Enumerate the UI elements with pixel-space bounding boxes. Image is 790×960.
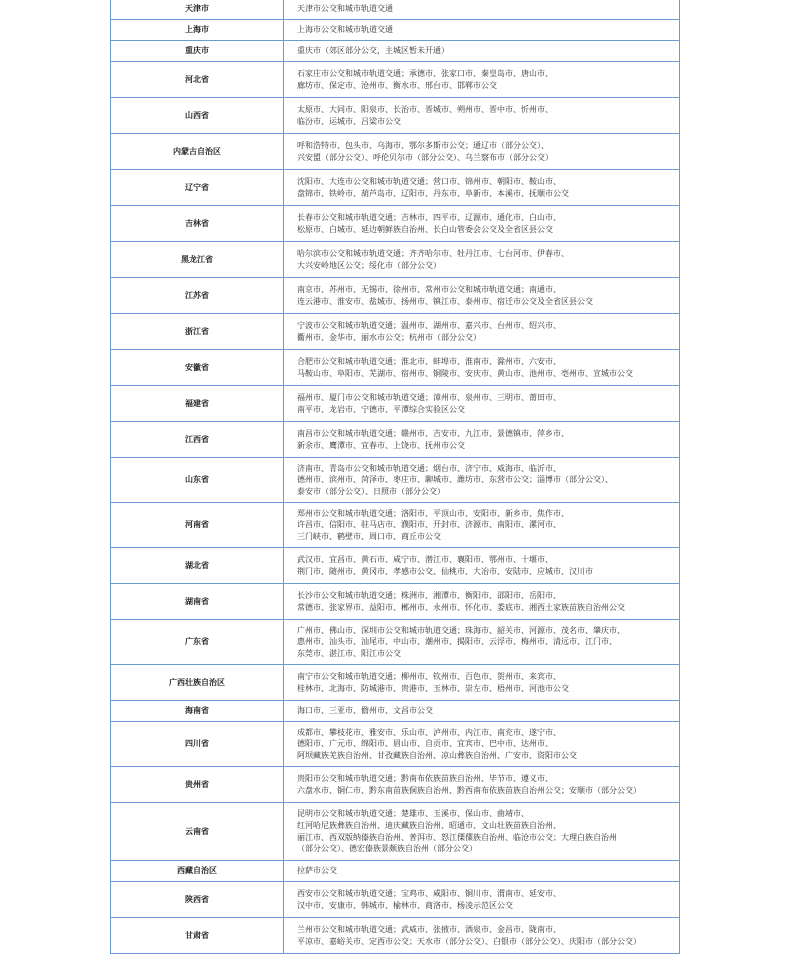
coverage-cell	[284, 503, 680, 548]
coverage-line: 太原市、大同市、阳泉市、长治市、晋城市、朔州市、晋中市、忻州市、	[297, 104, 553, 114]
table-row	[111, 98, 680, 134]
coverage-cell	[284, 548, 680, 584]
coverage-line: 新余市、鹰潭市、宜春市、上饶市、抚州市公交	[297, 440, 465, 450]
province-cell: 河南省	[111, 503, 284, 548]
province-cell: 浙江省	[111, 314, 284, 350]
coverage-cell	[284, 0, 680, 20]
coverage-cell	[284, 665, 680, 701]
coverage-cell	[284, 882, 680, 918]
coverage-line: 南京市、苏州市、无锡市、徐州市、常州市公交和城市轨道交通；南通市、	[297, 284, 561, 294]
coverage-line: 上海市公交和城市轨道交通	[297, 25, 393, 35]
coverage-line: 盘锦市、铁岭市、葫芦岛市、辽阳市、丹东市、阜新市、本溪市、抚顺市公交	[297, 188, 569, 198]
coverage-line: 石家庄市公交和城市轨道交通；承德市、张家口市、秦皇岛市、唐山市、	[297, 68, 553, 78]
province-cell: 广西壮族自治区	[111, 665, 284, 701]
table-row	[111, 41, 680, 62]
table-row	[111, 722, 680, 767]
coverage-cell	[284, 134, 680, 170]
province-cell: 河北省	[111, 62, 284, 98]
table-row	[111, 503, 680, 548]
coverage-line: 衢州市、金华市、丽水市公交；杭州市（部分公交）	[297, 332, 481, 342]
province-cell: 海南省	[111, 701, 284, 722]
coverage-line: 东莞市、湛江市、阳江市公交	[297, 648, 401, 658]
coverage-cell	[284, 206, 680, 242]
coverage-line: 西安市公交和城市轨道交通；宝鸡市、咸阳市、铜川市、渭南市、延安市、	[297, 888, 561, 898]
coverage-cell	[284, 458, 680, 503]
coverage-cell	[284, 98, 680, 134]
coverage-line: 丽江市、西双版纳傣族自治州、普洱市、怒江傈僳族自治州、临沧市公交；大理白族自治州	[297, 832, 617, 842]
coverage-cell	[284, 41, 680, 62]
province-cell: 西藏自治区	[111, 861, 284, 882]
coverage-line: 阿坝藏族羌族自治州、甘孜藏族自治州、凉山彝族自治州、广安市、资阳市公交	[297, 750, 577, 760]
table-row	[111, 458, 680, 503]
table-row	[111, 918, 680, 954]
coverage-line: 南平市、龙岩市、宁德市、平潭综合实验区公交	[297, 404, 465, 414]
coverage-line: 天津市公交和城市轨道交通	[297, 4, 393, 14]
table-row	[111, 803, 680, 861]
coverage-line: 大兴安岭地区公交；绥化市（部分公交）	[297, 260, 441, 270]
coverage-line: 福州市、厦门市公交和城市轨道交通；漳州市、泉州市、三明市、莆田市、	[297, 392, 561, 402]
coverage-line: 临汾市、运城市、吕梁市公交	[297, 116, 401, 126]
coverage-line: 常德市、张家界市、益阳市、郴州市、永州市、怀化市、娄底市、湘西土家族苗族自治州公交	[297, 602, 625, 612]
province-cell: 江苏省	[111, 278, 284, 314]
coverage-cell	[284, 422, 680, 458]
coverage-line: 沈阳市、大连市公交和城市轨道交通；营口市、锦州市、朝阳市、鞍山市、	[297, 176, 561, 186]
province-cell: 云南省	[111, 803, 284, 861]
province-cell: 天津市	[111, 0, 284, 20]
table-row	[111, 584, 680, 620]
coverage-line: （部分公交）、德宏傣族景颇族自治州（部分公交）	[297, 844, 477, 854]
coverage-line: 廊坊市、保定市、沧州市、衡水市、邢台市、邯郸市公交	[297, 80, 497, 90]
coverage-line: 汉中市、安康市、韩城市、榆林市、商洛市、杨凌示范区公交	[297, 900, 513, 910]
coverage-line: 德阳市、广元市、绵阳市、眉山市、自贡市、宜宾市、巴中市、达州市、	[297, 739, 553, 749]
table-row	[111, 767, 680, 803]
coverage-line: 兴安盟（部分公交）、呼伦贝尔市（部分公交）、乌兰察布市（部分公交）	[297, 152, 553, 162]
province-cell: 湖北省	[111, 548, 284, 584]
coverage-cell	[284, 314, 680, 350]
table-row	[111, 350, 680, 386]
coverage-line: 昆明市公交和城市轨道交通；楚雄市、玉溪市、保山市、曲靖市、	[297, 809, 529, 819]
coverage-line: 重庆市（郊区部分公交，主城区暂未开通）	[297, 46, 449, 56]
coverage-line: 呼和浩特市、包头市、乌海市、鄂尔多斯市公交；通辽市（部分公交）、	[297, 140, 549, 150]
coverage-line: 南昌市公交和城市轨道交通；赣州市、吉安市、九江市、景德镇市、萍乡市、	[297, 428, 569, 438]
province-cell: 重庆市	[111, 41, 284, 62]
province-cell: 贵州省	[111, 767, 284, 803]
table-row	[111, 170, 680, 206]
coverage-cell	[284, 242, 680, 278]
coverage-line: 六盘水市、铜仁市、黔东南苗族侗族自治州、黔西南布依族苗族自治州公交；安顺市（部分公交）	[297, 785, 641, 795]
table-row	[111, 422, 680, 458]
coverage-cell	[284, 918, 680, 954]
coverage-cell	[284, 350, 680, 386]
province-cell: 陕西省	[111, 882, 284, 918]
province-cell: 安徽省	[111, 350, 284, 386]
table-row	[111, 134, 680, 170]
province-cell: 辽宁省	[111, 170, 284, 206]
coverage-line: 平凉市、嘉峪关市、定西市公交；天水市（部分公交）、白银市（部分公交）、庆阳市（部分公交）	[297, 936, 641, 946]
table-row	[111, 62, 680, 98]
coverage-cell	[284, 861, 680, 882]
table-row	[111, 882, 680, 918]
coverage-cell	[284, 278, 680, 314]
province-cell: 黑龙江省	[111, 242, 284, 278]
coverage-line: 长沙市公交和城市轨道交通；株洲市、湘潭市、衡阳市、邵阳市、岳阳市、	[297, 590, 561, 600]
province-cell: 福建省	[111, 386, 284, 422]
province-cell: 山西省	[111, 98, 284, 134]
province-cell: 四川省	[111, 722, 284, 767]
coverage-cell	[284, 386, 680, 422]
coverage-line: 松原市、白城市、延边朝鲜族自治州、长白山管委会公交及全省区县公交	[297, 224, 553, 234]
table-row	[111, 242, 680, 278]
coverage-line: 拉萨市公交	[297, 866, 337, 876]
coverage-line: 贵阳市公交和城市轨道交通；黔南布依族苗族自治州、毕节市、遵义市、	[297, 773, 553, 783]
coverage-line: 武汉市、宜昌市、黄石市、咸宁市、潜江市、襄阳市、鄂州市、十堰市、	[297, 554, 553, 564]
coverage-line: 成都市、攀枝花市、雅安市、乐山市、泸州市、内江市、南充市、遂宁市、	[297, 727, 561, 737]
province-cell: 山东省	[111, 458, 284, 503]
province-cell: 甘肃省	[111, 918, 284, 954]
coverage-line: 海口市、三亚市、儋州市、文昌市公交	[297, 706, 433, 716]
coverage-line: 郑州市公交和城市轨道交通；洛阳市、平顶山市、安阳市、新乡市、焦作市、	[297, 508, 569, 518]
table-row	[111, 665, 680, 701]
coverage-line: 泰安市（部分公交）、日照市（部分公交）	[297, 486, 445, 496]
table-row	[111, 386, 680, 422]
coverage-line: 南宁市公交和城市轨道交通；柳州市、钦州市、百色市、贺州市、来宾市、	[297, 671, 561, 681]
province-cell: 吉林省	[111, 206, 284, 242]
table-row	[111, 0, 680, 20]
table-row	[111, 314, 680, 350]
table-row	[111, 620, 680, 665]
coverage-line: 合肥市公交和城市轨道交通；淮北市、蚌埠市、淮南市、滁州市、六安市、	[297, 356, 561, 366]
coverage-line: 济南市、青岛市公交和城市轨道交通；烟台市、济宁市、威海市、临沂市、	[297, 463, 561, 473]
coverage-line: 马鞍山市、阜阳市、芜湖市、宿州市、铜陵市、安庆市、黄山市、池州市、亳州市、宣城市公交	[297, 368, 633, 378]
coverage-cell	[284, 722, 680, 767]
table-row	[111, 701, 680, 722]
coverage-line: 荆门市、随州市、黄冈市、孝感市公交、仙桃市、大冶市、安陆市、应城市、汉川市	[297, 566, 593, 576]
coverage-cell	[284, 803, 680, 861]
province-cell: 内蒙古自治区	[111, 134, 284, 170]
province-cell: 上海市	[111, 20, 284, 41]
table-row	[111, 278, 680, 314]
coverage-line: 三门峡市、鹤壁市、周口市、商丘市公交	[297, 531, 441, 541]
table-body	[111, 0, 680, 954]
province-cell: 湖南省	[111, 584, 284, 620]
coverage-cell	[284, 584, 680, 620]
coverage-line: 惠州市、汕头市、汕尾市、中山市、潮州市、揭阳市、云浮市、梅州市、清远市、江门市、	[297, 637, 617, 647]
province-cell: 江西省	[111, 422, 284, 458]
province-cell: 广东省	[111, 620, 284, 665]
coverage-line: 兰州市公交和城市轨道交通；武威市、张掖市、酒泉市、金昌市、陇南市、	[297, 924, 561, 934]
coverage-line: 连云港市、淮安市、盐城市、扬州市、镇江市、泰州市、宿迁市公交及全省区县公交	[297, 296, 593, 306]
coverage-cell	[284, 20, 680, 41]
table-row	[111, 861, 680, 882]
coverage-cell	[284, 62, 680, 98]
coverage-line: 广州市、佛山市、深圳市公交和城市轨道交通；珠海市、韶关市、河源市、茂名市、肇庆市、	[297, 625, 625, 635]
coverage-cell	[284, 701, 680, 722]
coverage-line: 红河哈尼族彝族自治州、迪庆藏族自治州、昭通市、文山壮族苗族自治州、	[297, 820, 561, 830]
coverage-line: 德州市、滨州市、菏泽市、枣庄市、聊城市、潍坊市、东营市公交；淄博市（部分公交）、	[297, 475, 613, 485]
coverage-cell	[284, 620, 680, 665]
coverage-cell	[284, 170, 680, 206]
coverage-line: 哈尔滨市公交和城市轨道交通；齐齐哈尔市、牡丹江市、七台河市、伊春市、	[297, 248, 569, 258]
table-row	[111, 20, 680, 41]
coverage-cell	[284, 767, 680, 803]
coverage-line: 桂林市、北海市、防城港市、贵港市、玉林市、崇左市、梧州市、河池市公交	[297, 683, 569, 693]
table-row	[111, 206, 680, 242]
coverage-line: 长春市公交和城市轨道交通；吉林市、四平市、辽源市、通化市、白山市、	[297, 212, 561, 222]
transit-coverage-table	[110, 0, 680, 954]
coverage-line: 许昌市、信阳市、驻马店市、濮阳市、开封市、济源市、南阳市、漯河市、	[297, 520, 561, 530]
coverage-line: 宁波市公交和城市轨道交通；温州市、湖州市、嘉兴市、台州市、绍兴市、	[297, 320, 561, 330]
table-row	[111, 548, 680, 584]
